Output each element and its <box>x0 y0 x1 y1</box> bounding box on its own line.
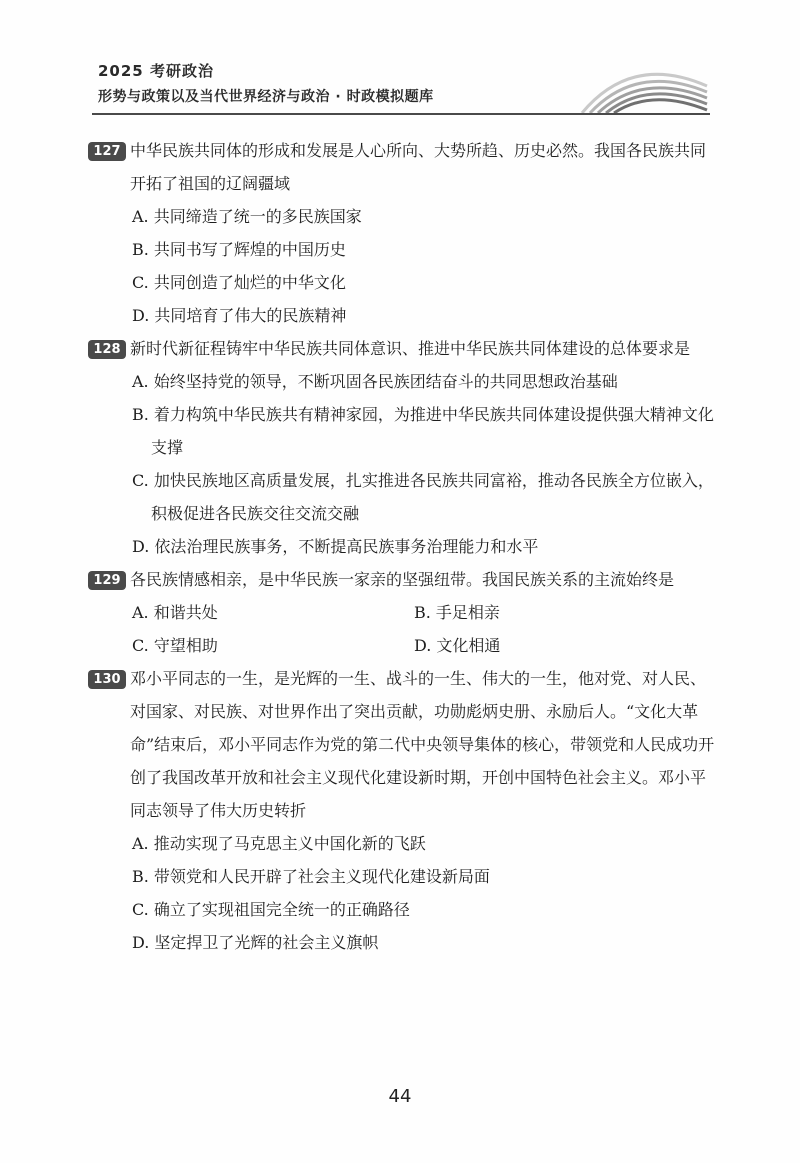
question-stem <box>88 332 718 365</box>
book-title: 2025 考研政治 <box>98 62 214 80</box>
question-128 <box>88 332 718 563</box>
option-a: A. 共同缔造了统一的多民族国家 <box>132 207 362 226</box>
question-number-badge: 128 <box>88 340 126 359</box>
question-stem <box>88 134 718 200</box>
question-number-badge: 129 <box>88 571 126 590</box>
question-129 <box>88 563 718 662</box>
option-a: A. 推动实现了马克思主义中国化新的飞跃 <box>132 834 426 853</box>
option-a: A. 始终坚持党的领导，不断巩固各民族团结奋斗的共同思想政治基础 <box>132 372 618 391</box>
question-stem-text: 各民族情感相亲，是中华民族一家亲的坚强纽带。我国民族关系的主流始终是 <box>130 570 675 589</box>
option-c: C. 确立了实现祖国完全统一的正确路径 <box>132 900 410 919</box>
option-d: D. 依法治理民族事务，不断提高民族事务治理能力和水平 <box>132 537 539 556</box>
question-130 <box>88 662 718 959</box>
question-stem-text: 中华民族共同体的形成和发展是人心所向、大势所趋、历史必然。我国各民族共同开拓了祖国的辽阔疆域 <box>130 141 707 193</box>
arc-decoration-icon <box>572 58 712 116</box>
page-header <box>0 0 800 125</box>
option-d: D. 共同培育了伟大的民族精神 <box>132 306 347 325</box>
option-d: D. 文化相通 <box>414 636 501 655</box>
option-c: C. 守望相助 <box>132 636 218 655</box>
header-divider <box>92 113 710 115</box>
option-b: B. 手足相亲 <box>414 603 500 622</box>
question-stem-text: 邓小平同志的一生，是光辉的一生、战斗的一生、伟大的一生，他对党、对人民、对国家、对民族、对世界作出了突出贡献，功勋彪炳史册、永励后人。“文化大革命”结束后，邓小平同志作为党的第二代中央领导集体的核心，带领党和人民成功开创了我国改革开放和社会主义现代化建设新时期，开创中国特色社会主义。邓小平同志领导了伟大历史转折 <box>130 669 715 820</box>
question-stem-text: 新时代新征程铸牢中华民族共同体意识、推进中华民族共同体建设的总体要求是 <box>130 339 691 358</box>
option-b: B. 带领党和人民开辟了社会主义现代化建设新局面 <box>132 867 490 886</box>
option-b: B. 着力构筑中华民族共有精神家园，为推进中华民族共同体建设提供强大精神文化支撑 <box>132 405 714 457</box>
option-row <box>88 629 718 662</box>
question-stem <box>88 563 718 596</box>
question-number-badge: 130 <box>88 670 126 689</box>
option-c: C. 共同创造了灿烂的中华文化 <box>132 273 346 292</box>
option-c: C. 加快民族地区高质量发展，扎实推进各民族共同富裕，推动各民族全方位嵌入，积极促进各民族交往交流交融 <box>132 471 714 523</box>
option-b: B. 共同书写了辉煌的中国历史 <box>132 240 346 259</box>
option-a: A. 和谐共处 <box>132 603 218 622</box>
question-number-badge: 127 <box>88 142 126 161</box>
question-127 <box>88 134 718 332</box>
option-row <box>88 596 718 629</box>
page-number: 44 <box>388 1086 412 1107</box>
option-d: D. 坚定捍卫了光辉的社会主义旗帜 <box>132 933 379 952</box>
question-list <box>88 134 718 959</box>
question-stem <box>88 662 718 827</box>
book-subtitle: 形势与政策以及当代世界经济与政治 · 时政模拟题库 <box>98 89 434 105</box>
